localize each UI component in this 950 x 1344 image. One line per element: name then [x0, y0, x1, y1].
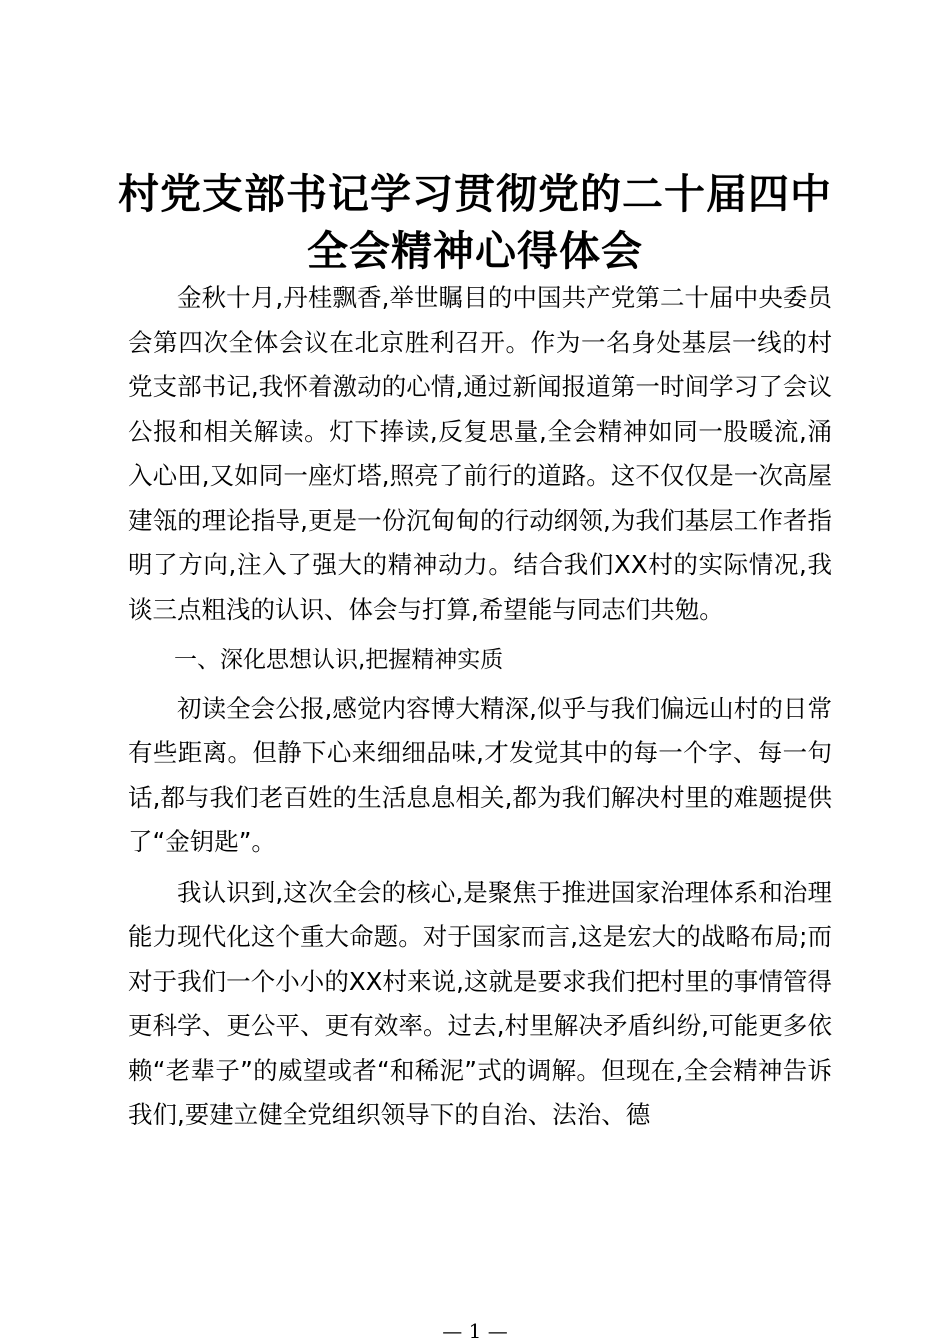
intro-paragraph: 金秋十月,丹桂飘香,举世瞩目的中国共产党第二十届中央委员会第四次全体会议在北京胜利召开。作为一名身处基层一线的村党支部书记,我怀着激动的心情,通过新闻报道第一时间学习了会议公报和相关解读。灯下捧读,反复思量,全会精神如同一股暖流,涌入心田,又如同一座灯塔,照亮了前行的道路。这不仅仅是一次高屋建瓴的理论指导,更是一份沉甸甸的行动纲领,为我们基层工作者指明了方向,注入了强大的精神动力。结合我们XX村的实际情况,我谈三点粗浅的认识、体会与打算,希望能与同志们共勉。 — [128, 283, 832, 624]
document-body — [128, 276, 832, 1144]
page-number: — 1 — — [442, 1319, 508, 1343]
section-heading-1: 一、深化思想认识,把握精神实质 — [174, 647, 504, 673]
body-paragraph: 初读全会公报,感觉内容博大精深,似乎与我们偏远山村的日常有些距离。但静下心来细细品味,才发觉其中的每一个字、每一句话,都与我们老百姓的生活息息相关,都为我们解决村里的难题提供了“金钥匙”。 — [128, 693, 832, 856]
document-title: 村党支部书记学习贯彻党的二十届四中全会精神心得体会 — [118, 170, 832, 275]
body-paragraph: 我认识到,这次全会的核心,是聚焦于推进国家治理体系和治理能力现代化这个重大命题。对于国家而言,这是宏大的战略布局;而对于我们一个小小的XX村来说,这就是要求我们把村里的事情管得更科学、更公平、更有效率。过去,村里解决矛盾纠纷,可能更多依赖“老辈子”的威望或者“和稀泥”式的调解。但现在,全会精神告诉我们,要建立健全党组织领导下的自治、法治、德 — [128, 877, 832, 1129]
